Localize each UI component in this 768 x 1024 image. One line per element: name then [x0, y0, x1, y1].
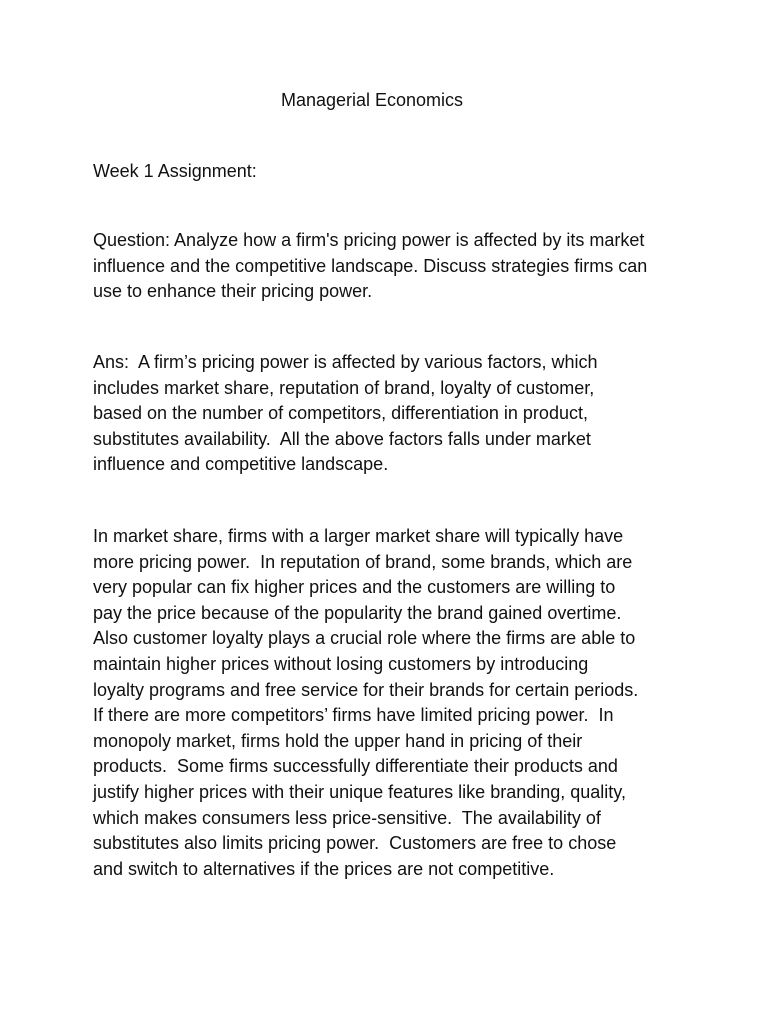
body-line: In market share, firms with a larger market share will typically have [93, 526, 624, 546]
document-title: Managerial Economics [280, 90, 464, 110]
body-line: If there are more competitors’ firms have limited pricing power. In [93, 705, 614, 726]
body-line: justify higher prices with their unique features like branding, quality, [93, 781, 626, 802]
body-line: maintain higher prices without losing customers by introducing [93, 653, 589, 674]
answer-line: Ans: A firm’s pricing power is affected by various factors, which [93, 352, 598, 372]
answer-line: includes market share, reputation of brand, loyalty of customer, [93, 377, 595, 398]
body-line: very popular can fix higher prices and the customers are willing to [93, 577, 616, 598]
body-paragraph [93, 524, 693, 882]
body-line: products. Some firms successfully differentiate their products and [93, 756, 618, 777]
body-line: and switch to alternatives if the prices are not competitive. [93, 858, 555, 879]
body-line: loyalty programs and free service for their brands for certain periods. [93, 679, 639, 700]
body-line: which makes consumers less price-sensitive. The availability of [93, 807, 601, 828]
body-line: pay the price because of the popularity the brand gained overtime. [93, 602, 622, 623]
body-line: monopoly market, firms hold the upper hand in pricing of their [93, 730, 583, 751]
body-line: substitutes also limits pricing power. Customers are free to chose [93, 833, 617, 854]
body-line: Also customer loyalty plays a crucial role where the firms are able to [93, 628, 636, 649]
answer-line: influence and competitive landscape. [93, 454, 389, 475]
answer-line: based on the number of competitors, differentiation in product, [93, 403, 588, 424]
body-line: more pricing power. In reputation of brand, some brands, which are [93, 551, 633, 572]
answer-paragraph [93, 350, 693, 478]
question-line: influence and the competitive landscape. Discuss strategies firms can [93, 255, 648, 276]
question-line: use to enhance their pricing power. [93, 281, 373, 302]
question-line: Question: Analyze how a firm's pricing power is affected by its market [93, 230, 645, 250]
question-paragraph [93, 228, 693, 305]
assignment-heading: Week 1 Assignment: [93, 161, 257, 181]
answer-line: substitutes availability. All the above factors falls under market [93, 428, 591, 449]
